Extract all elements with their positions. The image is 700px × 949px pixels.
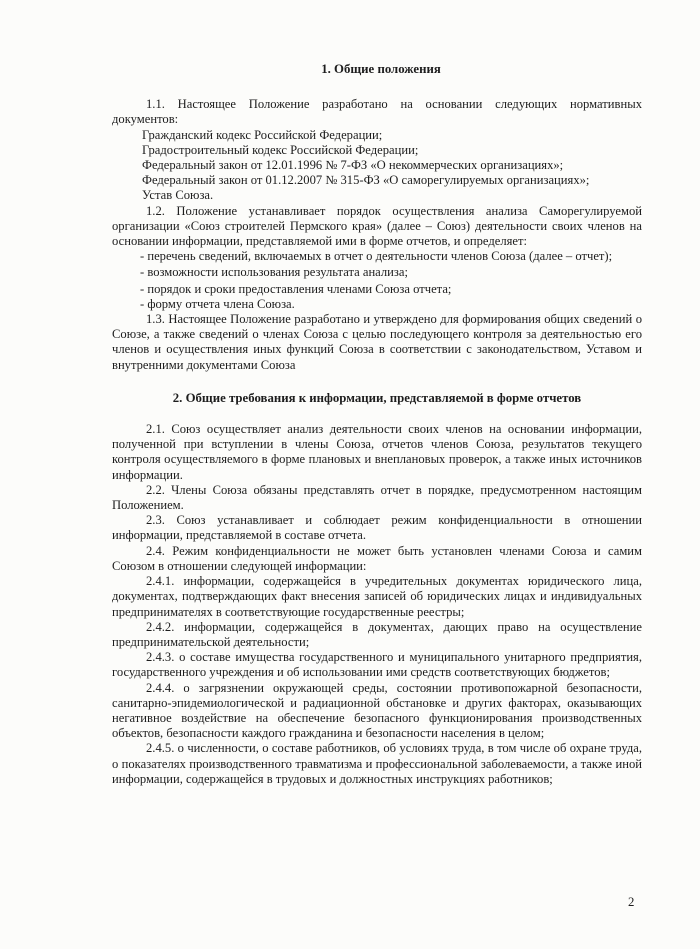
- bullet-item: - возможности использования результата анализа;: [140, 265, 408, 280]
- bullet-item: - порядок и сроки предоставления членами Союза отчета;: [140, 281, 452, 296]
- doc-item: Гражданский кодекс Российской Федерации;: [142, 127, 383, 142]
- doc-item: Федеральный закон от 01.12.2007 № 315-ФЗ «О саморегулируемых организациях»;: [142, 173, 590, 188]
- document-body: [112, 62, 642, 787]
- paragraph-1-3: 1.3. Настоящее Положение разработано и утверждено для формирования общих сведений о Союзе, а также сведений о членах Союза с целью последующего контроля за деятельностью его членов и осуществления иных функций Союза в соответствии с законодательством, Уставом и внутренними документами Союза: [112, 312, 642, 372]
- paragraph-1-1: 1.1. Настоящее Положение разработано на основании следующих нормативных документов:: [112, 97, 642, 127]
- paragraph-2-4-2: 2.4.2. информации, содержащейся в документах, дающих право на осуществление предпринимательской деятельности;: [112, 619, 642, 649]
- doc-item: Устав Союза.: [142, 188, 214, 203]
- paragraph-1-2: 1.2. Положение устанавливает порядок осуществления анализа Саморегулируемой организации «Союз строителей Пермского края» (далее – Союз) деятельности своих членов на основании информации, представляемой ими в форме отчетов, и определяет:: [112, 203, 642, 249]
- paragraph-2-3: 2.3. Союз устанавливает и соблюдает режим конфиденциальности в отношении информации, представляемой в составе отчета.: [112, 513, 642, 543]
- paragraph-2-1: 2.1. Союз осуществляет анализ деятельности своих членов на основании информации, полученной при вступлении в члены Союза, отчетов членов Союза, результатов текущего контроля осуществляемого в форме плановых и внеплановых проверок, а также иных источников информации.: [112, 422, 642, 482]
- page-number: 2: [628, 895, 635, 909]
- section-1-title: 1. Общие положения: [321, 62, 441, 76]
- bullet-item: - форму отчета члена Союза.: [140, 296, 295, 311]
- section-2-title: 2. Общие требования к информации, представляемой в форме отчетов: [172, 390, 582, 405]
- bullet-item: - перечень сведений, включаемых в отчет о деятельности членов Союза (далее – отчет);: [140, 249, 613, 264]
- doc-item: Федеральный закон от 12.01.1996 № 7-ФЗ «О некоммерческих организациях»;: [142, 158, 564, 173]
- paragraph-2-4-4: 2.4.4. о загрязнении окружающей среды, состоянии противопожарной безопасности, санитарно-эпидемиологической и радиационной обстановке и других факторах, оказывающих негативное воздействие на обеспечение безопасного функционирования производственных объектов, безопасности каждого гражданина и безопасности населения в целом;: [112, 680, 642, 741]
- paragraph-2-4-5: 2.4.5. о численности, о составе работников, об условиях труда, в том числе об охране труда, о показателях производственного травматизма и профессиональной заболеваемости, а также иной информации, содержащейся в трудовых и должностных инструкциях работников;: [112, 741, 642, 786]
- paragraph-2-4-1: 2.4.1. информации, содержащейся в учредительных документах юридического лица, документах, подтверждающих факт внесения записей об юридических лицах и индивидуальных предпринимателях в соответствующие государственные реестры;: [112, 574, 642, 619]
- paragraph-2-4: 2.4. Режим конфиденциальности не может быть установлен членами Союза и самим Союзом в отношении следующей информации:: [112, 543, 642, 573]
- paragraph-2-4-3: 2.4.3. о составе имущества государственного и муниципального унитарного предприятия, государственного учреждения и об использовании ими средств соответствующих бюджетов;: [112, 650, 642, 680]
- paragraph-2-2: 2.2. Члены Союза обязаны представлять отчет в порядке, предусмотренном настоящим Положением.: [112, 482, 642, 513]
- doc-item: Градостроительный кодекс Российской Федерации;: [142, 142, 419, 157]
